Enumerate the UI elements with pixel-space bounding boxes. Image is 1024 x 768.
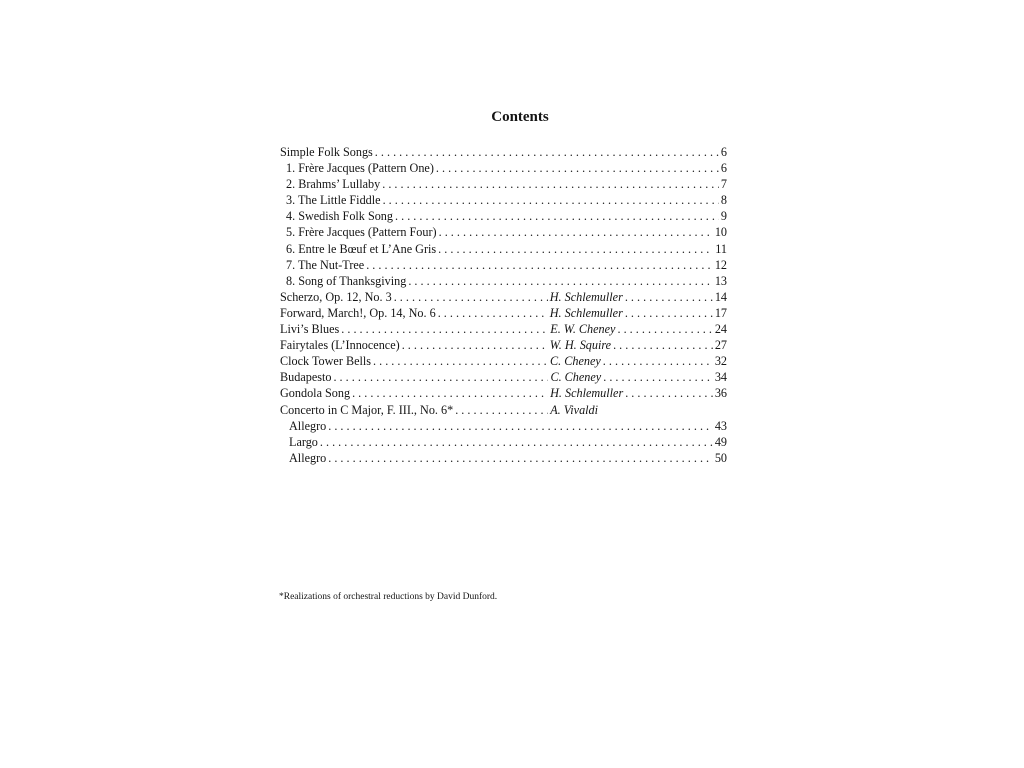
- toc-entry-page: 14: [714, 289, 727, 304]
- toc-entry-composer: H. Schlemuller: [549, 289, 623, 304]
- toc-entry-composer: W. H. Squire: [549, 338, 612, 353]
- toc-entry: [280, 289, 727, 305]
- dot-leader: [373, 353, 548, 369]
- toc-entry-page: 50: [714, 450, 727, 465]
- toc-entry-page: 8: [720, 193, 727, 208]
- dot-leader: [438, 241, 713, 257]
- toc-entry-title: Largo: [289, 434, 318, 449]
- dot-leader: [603, 369, 713, 385]
- toc-entry-page: 49: [714, 434, 727, 449]
- toc-entry-title: 6. Entre le Bœuf et L’Ane Gris: [286, 241, 437, 256]
- toc-entry-title: Allegro: [289, 418, 327, 433]
- toc-entry: [280, 321, 727, 337]
- toc-entry-title: 1. Frère Jacques (Pattern One): [286, 161, 434, 176]
- toc-entry-composer: C. Cheney: [550, 354, 601, 369]
- toc-entry-title: Allegro: [289, 450, 327, 465]
- toc-entry-page: 32: [714, 354, 727, 369]
- toc-entry: [280, 434, 727, 450]
- toc-entry: [280, 257, 727, 273]
- toc-entry-page: 6: [720, 145, 727, 159]
- toc-entry-title: Budapesto: [280, 370, 332, 385]
- dot-leader: [328, 450, 713, 466]
- toc-entry-page: 12: [714, 257, 727, 272]
- dot-leader: [402, 337, 548, 353]
- toc-entry-title: 7. The Nut-Tree: [286, 257, 365, 272]
- toc-entry: [280, 353, 727, 369]
- toc-entry-page: 6: [720, 161, 727, 176]
- toc-entry-title: 2. Brahms’ Lullaby: [286, 177, 381, 192]
- toc-entry: [280, 273, 727, 289]
- dot-leader: [382, 176, 719, 192]
- dot-leader: [408, 273, 713, 289]
- toc-entry: [280, 402, 727, 418]
- toc-entry-title: Simple Folk Songs: [280, 145, 373, 159]
- toc-entry: [280, 418, 727, 434]
- toc-entry-composer: C. Cheney: [550, 370, 602, 385]
- toc-entry-page: 34: [714, 370, 727, 385]
- toc-entry-title: Concerto in C Major, F. III., No. 6*: [280, 402, 454, 417]
- dot-leader: [366, 257, 713, 273]
- dot-leader: [341, 321, 548, 337]
- dot-leader: [394, 289, 548, 305]
- page-title: Contents: [491, 109, 549, 125]
- toc-entry: [280, 176, 727, 192]
- toc-entry-page: 43: [714, 418, 727, 433]
- toc-entry-page: 27: [714, 338, 727, 353]
- toc-entry-title: Livi’s Blues: [280, 322, 340, 337]
- toc-entry-composer: A. Vivaldi: [550, 402, 599, 417]
- toc-entry-title: Clock Tower Bells: [280, 354, 371, 369]
- dot-leader: [395, 208, 719, 224]
- toc-entry: [280, 192, 727, 208]
- toc-entry: [280, 224, 727, 240]
- toc-entry-page: 7: [720, 177, 727, 192]
- dot-leader: [613, 337, 713, 353]
- dot-leader: [436, 160, 719, 176]
- toc-entry: [280, 160, 727, 176]
- toc-entry-title: 5. Frère Jacques (Pattern Four): [286, 225, 437, 240]
- toc-entry-title: Scherzo, Op. 12, No. 3: [280, 289, 392, 304]
- dot-leader: [625, 289, 713, 305]
- footnote: *Realizations of orchestral reductions by David Dunford.: [279, 592, 498, 602]
- toc-entry-page: 24: [714, 322, 727, 337]
- table-of-contents: [280, 144, 727, 466]
- toc-entry-composer: H. Schlemuller: [550, 386, 624, 401]
- dot-leader: [320, 434, 713, 450]
- toc-entry: [280, 369, 727, 385]
- dot-leader: [455, 402, 548, 418]
- toc-entry-page: 11: [715, 241, 727, 256]
- toc-entry-page: 36: [714, 386, 727, 401]
- dot-leader: [333, 369, 548, 385]
- dot-leader: [617, 321, 712, 337]
- dot-leader: [438, 305, 548, 321]
- toc-entry-title: Fairytales (L’Innocence): [280, 338, 400, 353]
- toc-entry-page: 9: [720, 209, 727, 224]
- toc-entry-page: 13: [714, 273, 727, 288]
- toc-entry-title: 8. Song of Thanksgiving: [286, 273, 407, 288]
- dot-leader: [625, 385, 713, 401]
- toc-entry: [280, 385, 727, 401]
- dot-leader: [328, 418, 713, 434]
- dot-leader: [375, 144, 719, 160]
- toc-entry-composer: E. W. Cheney: [550, 322, 616, 337]
- toc-entry: [280, 241, 727, 257]
- toc-entry: [280, 305, 727, 321]
- dot-leader: [625, 305, 713, 321]
- dot-leader: [603, 353, 713, 369]
- toc-entry: [280, 450, 727, 466]
- dot-leader: [439, 224, 713, 240]
- toc-entry: [280, 208, 727, 224]
- dot-leader: [352, 385, 548, 401]
- toc-entry-title: 4. Swedish Folk Song: [286, 209, 393, 224]
- dot-leader: [383, 192, 719, 208]
- toc-entry: [280, 144, 727, 160]
- toc-entry-title: Gondola Song: [280, 386, 351, 401]
- toc-entry-title: Forward, March!, Op. 14, No. 6: [280, 305, 436, 320]
- toc-entry-page: 10: [714, 225, 727, 240]
- toc-entry-title: 3. The Little Fiddle: [286, 193, 381, 208]
- toc-entry: [280, 337, 727, 353]
- toc-entry-composer: H. Schlemuller: [549, 305, 623, 320]
- toc-entry-page: 17: [714, 305, 727, 320]
